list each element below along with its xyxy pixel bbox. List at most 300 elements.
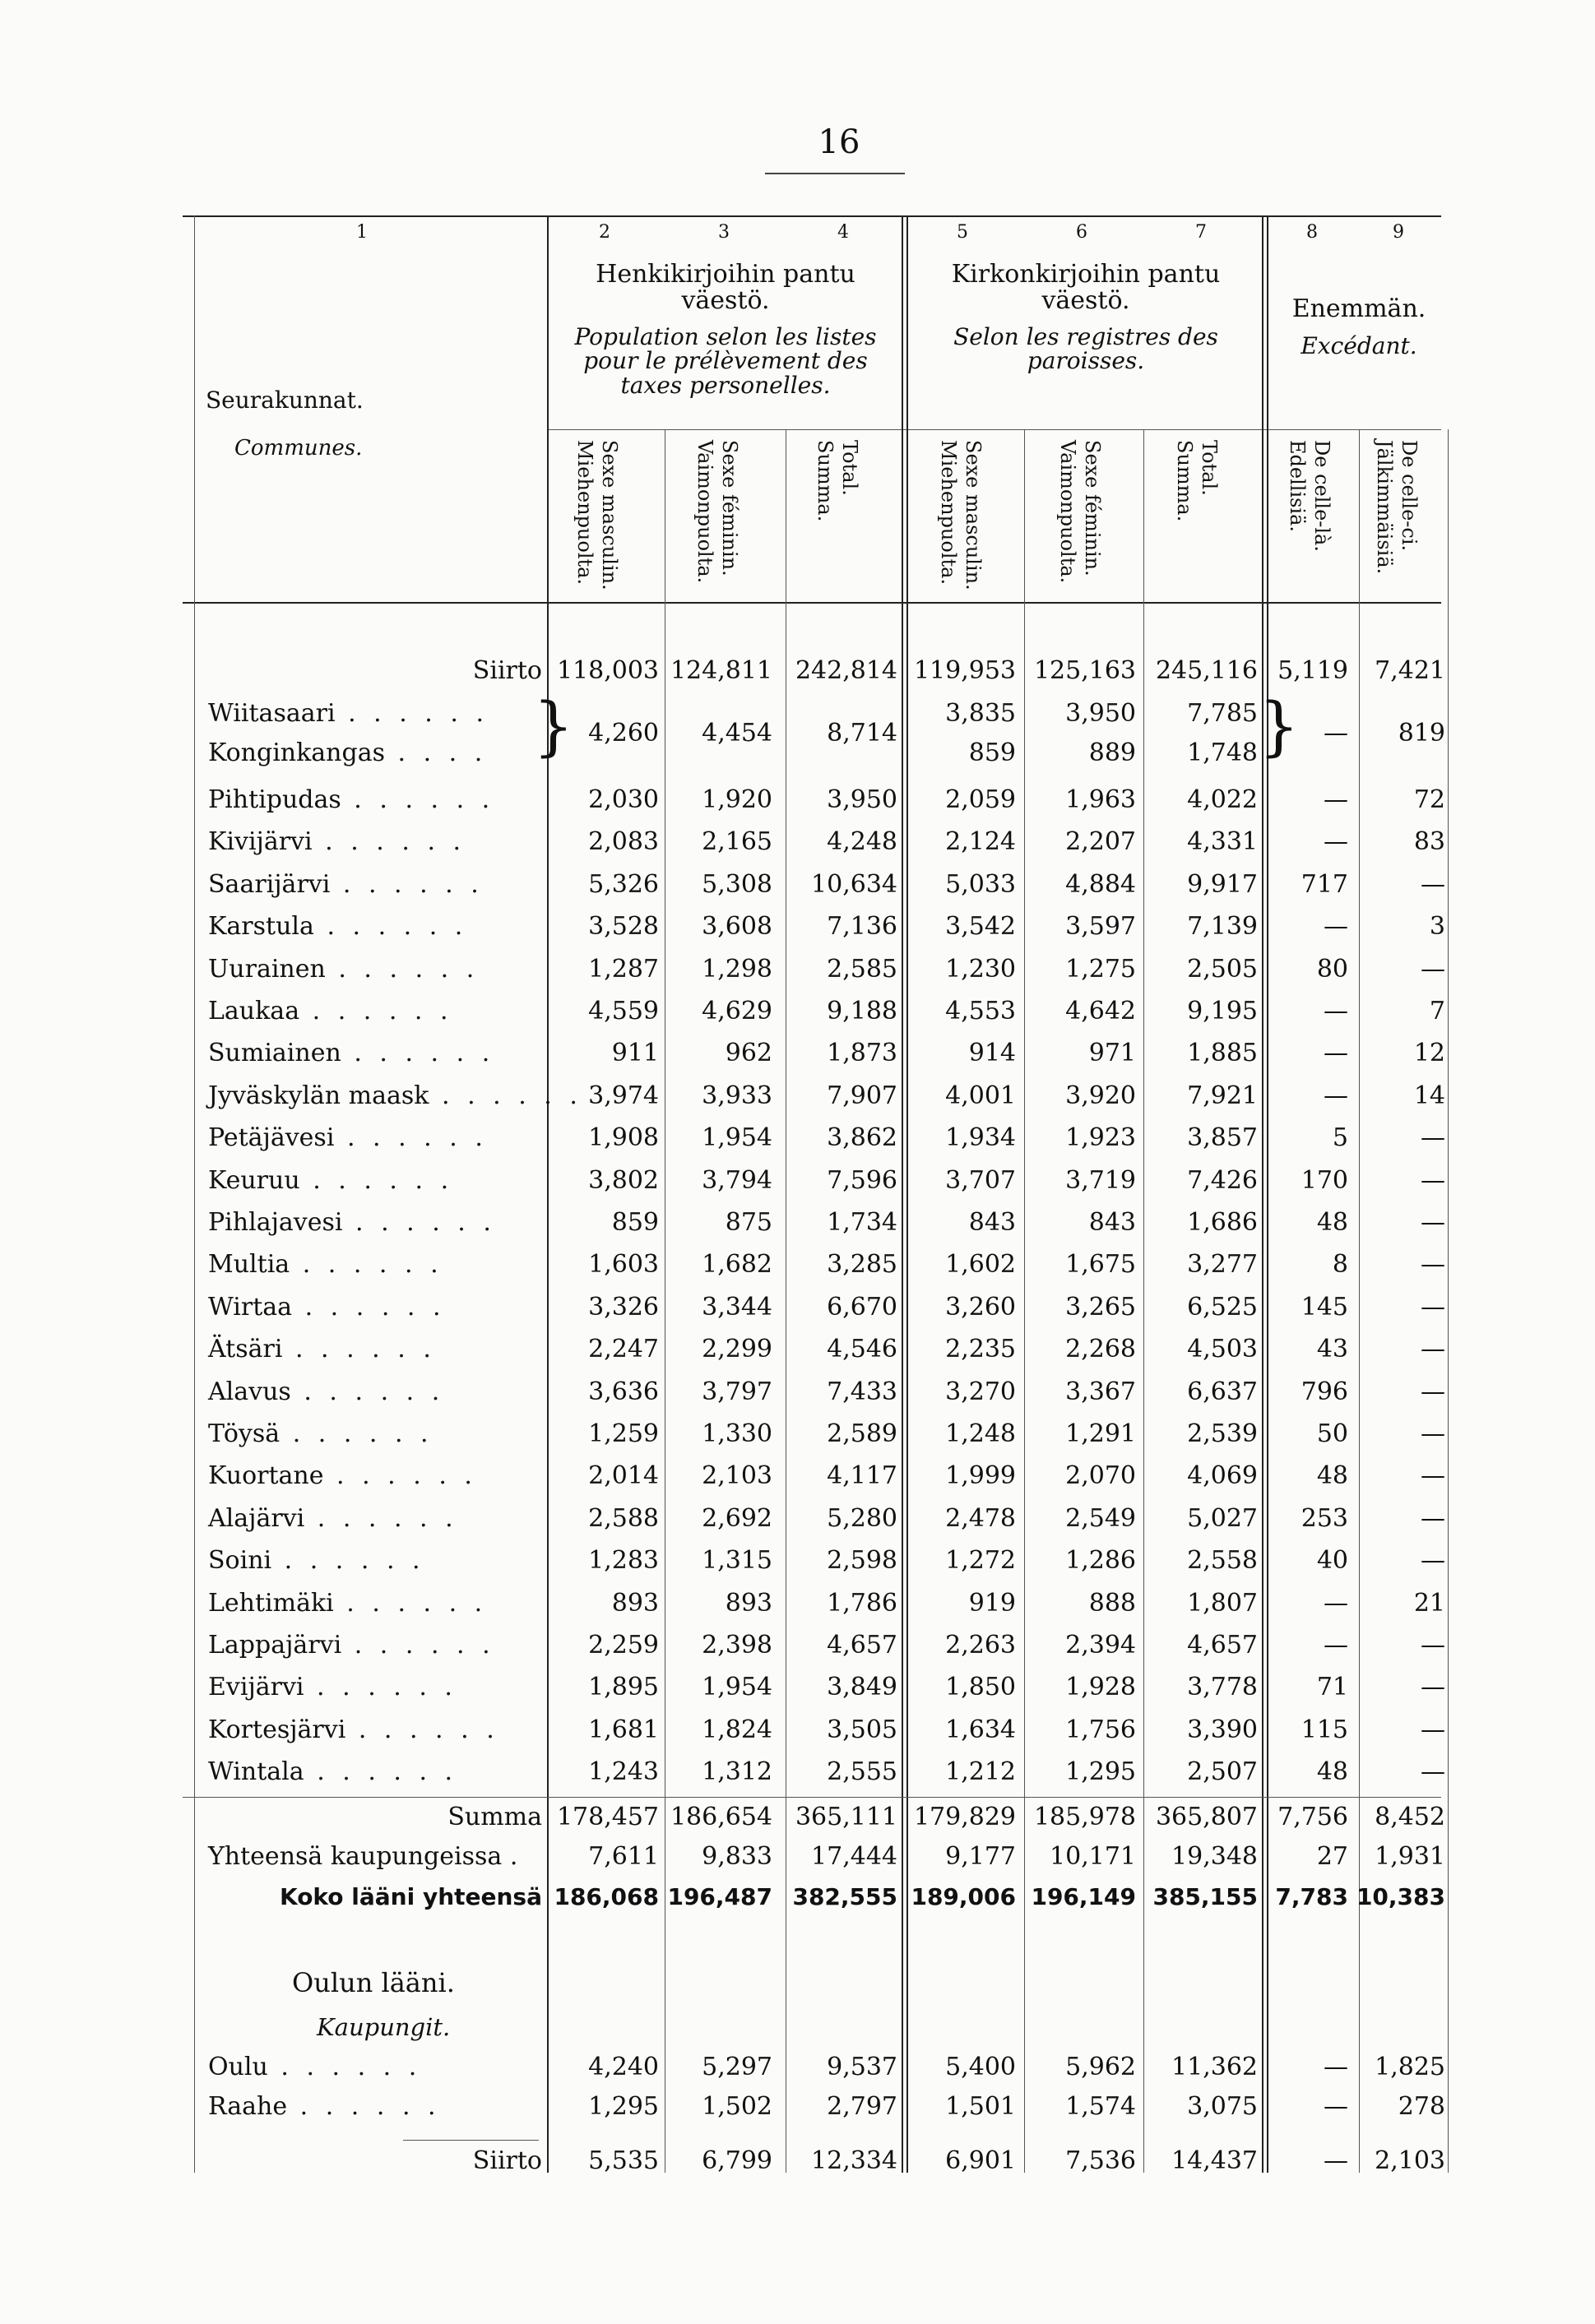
stub-header-fi: Seurakunnat.	[206, 387, 364, 414]
row-label	[208, 2053, 421, 2081]
cell: 1,824	[702, 1715, 772, 1744]
cell: 3,636	[588, 1377, 659, 1406]
cell: 2,070	[1065, 1461, 1136, 1491]
cell: 3,950	[827, 785, 897, 814]
cell: 2,030	[588, 785, 659, 814]
cell: 118,003	[556, 656, 659, 685]
commune-name: Karstula	[208, 912, 314, 942]
cell: 1,243	[588, 1757, 659, 1787]
cell: —	[1324, 2053, 1348, 2081]
cell: 1,681	[588, 1715, 659, 1744]
group-title-fr: Population selon les listes pour le prélèvement des taxes personelles.	[574, 323, 877, 399]
subheader-fi: Edellisiä.	[1286, 440, 1309, 533]
cell: 919	[968, 1588, 1016, 1618]
commune-name: Soini	[208, 1546, 272, 1576]
section-subtitle: Kaupungit.	[317, 2013, 451, 2041]
table-row	[0, 1673, 1595, 1712]
cell: 125,163	[1033, 656, 1136, 685]
cell: 4,553	[945, 997, 1016, 1025]
leader-dots: . . . . . .	[292, 1292, 446, 1322]
row-label	[208, 1081, 582, 1110]
brace-left: }	[533, 690, 574, 764]
cell: —	[1324, 1588, 1348, 1618]
cell: 9,917	[1187, 869, 1258, 899]
cell: 3,933	[702, 1081, 772, 1110]
row-label	[208, 785, 494, 814]
cell: 115	[1301, 1715, 1348, 1744]
row-label	[208, 1335, 436, 1363]
cell: 3,344	[702, 1292, 772, 1322]
cell: 4,117	[827, 1461, 897, 1491]
cell: 4,884	[1065, 869, 1136, 899]
row-label	[208, 955, 479, 984]
col-number: 6	[1076, 222, 1087, 243]
commune-name: Kortesjärvi	[208, 1715, 346, 1744]
cell: 914	[968, 1039, 1016, 1068]
cell: 6,637	[1187, 1377, 1258, 1406]
cell: 2,124	[945, 827, 1016, 857]
cell: 1,248	[945, 1419, 1016, 1448]
subheader-col4	[813, 440, 862, 600]
cell: 10,383	[1356, 1883, 1445, 1910]
row-label	[208, 1715, 499, 1744]
commune-name: Kuortane	[208, 1461, 324, 1491]
cell: 4,546	[827, 1335, 897, 1364]
cell: 2,558	[1187, 1546, 1258, 1576]
cell: 382,555	[792, 1883, 897, 1910]
commune-name: Töysä	[208, 1419, 281, 1448]
cell: —	[1324, 2146, 1348, 2175]
subheader-fr: Total.	[1198, 440, 1221, 496]
cell: 8	[1332, 1250, 1348, 1280]
cell: 2,268	[1065, 1335, 1136, 1364]
subheader-fi: Vaimonpuolta.	[693, 440, 716, 584]
cell: 888	[1088, 1588, 1136, 1618]
subheader-fi: Summa.	[814, 440, 837, 522]
cell: 186,068	[554, 1883, 659, 1910]
cell: 5	[1332, 1123, 1348, 1153]
leader-dots: . . . . . .	[304, 1757, 458, 1787]
cell: 2,507	[1187, 1757, 1258, 1787]
commune-name: Lappajärvi	[208, 1631, 342, 1660]
cell: 10,171	[1050, 1842, 1136, 1871]
cell: —	[1421, 869, 1445, 899]
cell: 6,525	[1187, 1292, 1258, 1322]
cell: 4,240	[588, 2053, 659, 2081]
table-row	[0, 1504, 1595, 1544]
cell: 1,734	[827, 1208, 897, 1237]
cell: 3,265	[1065, 1292, 1136, 1322]
cell: 1,298	[702, 954, 772, 984]
cell: 893	[611, 1588, 659, 1618]
table-row	[0, 1546, 1595, 1586]
cell: 1,502	[702, 2092, 772, 2121]
leader-dots: . . . . . .	[341, 1039, 495, 1068]
cell: 7,426	[1187, 1165, 1258, 1195]
cell: 2,598	[827, 1546, 897, 1576]
cell: 859	[968, 738, 1016, 767]
cell: 1,807	[1187, 1588, 1258, 1618]
leader-dots: . . . . . .	[335, 699, 489, 728]
row-label: Yhteensä kaupungeissa .	[208, 1842, 518, 1871]
commune-name: Sumiainen	[208, 1039, 341, 1068]
cell: 7,756	[1277, 1803, 1348, 1831]
cell: 5,326	[588, 869, 659, 899]
cell: 4,657	[1187, 1631, 1258, 1660]
cell: 1,501	[945, 2092, 1016, 2121]
cell: 3,950	[1065, 699, 1136, 728]
cell: 12,334	[811, 2146, 897, 2175]
cell: 1,602	[945, 1250, 1016, 1280]
cell: 796	[1301, 1377, 1348, 1406]
table-top-rule	[183, 215, 1441, 217]
subheader-fr: De celle-là.	[1310, 440, 1333, 552]
cell: 1,330	[702, 1419, 772, 1448]
cell: 1,908	[588, 1123, 659, 1153]
cell: —	[1421, 1419, 1445, 1448]
cell: —	[1324, 2092, 1348, 2121]
cell: —	[1324, 785, 1348, 814]
row-label	[208, 1250, 443, 1279]
table-row	[0, 2053, 1595, 2092]
group-header-enemman	[1270, 296, 1448, 358]
cell: 889	[1088, 738, 1136, 767]
commune-name: Oulu	[208, 2053, 268, 2081]
table-row	[0, 1250, 1595, 1289]
cell: 5,027	[1187, 1503, 1258, 1533]
cell: 3,778	[1187, 1673, 1258, 1702]
cell: 7	[1429, 997, 1445, 1025]
brace-right: }	[1259, 690, 1300, 764]
row-label	[208, 1631, 495, 1660]
leader-dots: . . . . . .	[334, 1123, 488, 1153]
commune-name: Raahe	[208, 2092, 288, 2121]
leader-dots: . . . . . .	[299, 1165, 454, 1195]
cell: 2,539	[1187, 1419, 1258, 1448]
cell: 3,707	[945, 1165, 1016, 1195]
cell: 178,457	[556, 1803, 659, 1831]
row-label	[208, 997, 453, 1025]
cell: 365,807	[1155, 1803, 1258, 1831]
cell: 1,272	[945, 1546, 1016, 1576]
cell: 4,248	[827, 827, 897, 857]
commune-name: Wirtaa	[208, 1292, 293, 1322]
cell: 48	[1316, 1757, 1348, 1787]
cell: —	[1324, 1039, 1348, 1068]
cell: 5,119	[1277, 656, 1348, 685]
cell: 72	[1413, 785, 1445, 814]
cell: —	[1421, 1377, 1445, 1406]
subheader-fr: Sexe féminin.	[718, 440, 741, 576]
cell: 4,454	[702, 719, 772, 748]
cell: 1,931	[1375, 1842, 1445, 1871]
cell: 4,642	[1065, 997, 1136, 1025]
subheader-fi: Miehenpuolta.	[573, 440, 596, 586]
table-row-siirto	[0, 656, 1595, 696]
cell: 14,437	[1171, 2146, 1258, 2175]
cell: 365,111	[795, 1803, 897, 1831]
cell: 1,825	[1375, 2053, 1445, 2081]
row-label: Koko lääni yhteensä	[279, 1883, 542, 1910]
cell: —	[1421, 1123, 1445, 1153]
col-number: 4	[837, 222, 849, 243]
cell: 48	[1316, 1461, 1348, 1491]
commune-name: Lehtimäki	[208, 1588, 334, 1618]
cell: 1,286	[1065, 1546, 1136, 1576]
commune-name: Kivijärvi	[208, 827, 313, 857]
cell: 1,682	[702, 1250, 772, 1280]
leader-dots: . . . . . .	[267, 2053, 422, 2081]
cell: 5,308	[702, 869, 772, 899]
cell: 3,542	[945, 912, 1016, 942]
commune-name: Alavus	[208, 1377, 291, 1406]
commune-name: Keuruu	[208, 1165, 300, 1195]
cell: 1,686	[1187, 1208, 1258, 1237]
cell: 3	[1429, 912, 1445, 942]
table-row	[0, 870, 1595, 910]
group-title-fr: Selon les registres des paroisses.	[953, 323, 1218, 375]
commune-name: Jyväskylän maask	[208, 1081, 429, 1110]
cell: 1,295	[588, 2092, 659, 2121]
cell: —	[1421, 1503, 1445, 1533]
cell: 11,362	[1171, 2053, 1258, 2081]
cell: 245,116	[1155, 656, 1258, 685]
cell: 1,230	[945, 954, 1016, 984]
table-row	[0, 785, 1595, 825]
cell: 2,478	[945, 1503, 1016, 1533]
cell: 2,103	[1375, 2146, 1445, 2175]
cell: 5,400	[945, 2053, 1016, 2081]
leader-dots: . . . . . .	[330, 869, 484, 899]
row-label	[208, 1166, 453, 1195]
cell: 1,934	[945, 1123, 1016, 1153]
subheader-fi: Miehenpuolta.	[937, 440, 960, 586]
cell: 819	[1398, 719, 1445, 748]
cell: 1,603	[588, 1250, 659, 1280]
cell: 3,285	[827, 1250, 897, 1280]
cell: 7,785	[1187, 699, 1258, 728]
col-number: 5	[957, 222, 968, 243]
row-label: Siirto	[472, 656, 542, 685]
cell: 83	[1413, 827, 1445, 857]
row-label	[208, 912, 467, 941]
leader-dots: . . . . . .	[287, 2092, 441, 2121]
cell: 2,263	[945, 1631, 1016, 1660]
cell: 5,297	[702, 2053, 772, 2081]
cell: 5,535	[588, 2146, 659, 2175]
siirto-rule	[403, 2140, 539, 2141]
commune-name: Pihtipudas	[208, 785, 341, 814]
cell: 1,920	[702, 785, 772, 814]
cell: 1,259	[588, 1419, 659, 1448]
leader-dots: . . . . . .	[341, 1631, 495, 1660]
cell: 119,953	[913, 656, 1016, 685]
row-label	[208, 1589, 487, 1618]
cell: 196,487	[667, 1883, 772, 1910]
cell: 1,574	[1065, 2092, 1136, 2121]
cell: 1,928	[1065, 1673, 1136, 1702]
cell: 1,963	[1065, 785, 1136, 814]
cell: 19,348	[1171, 1842, 1258, 1871]
cell: —	[1324, 997, 1348, 1025]
cell: 27	[1316, 1842, 1348, 1871]
cell: 5,280	[827, 1503, 897, 1533]
table-row	[0, 1419, 1595, 1459]
table-row	[0, 1461, 1595, 1501]
table-row	[0, 955, 1595, 994]
col-number: 7	[1195, 222, 1207, 243]
cell: 9,188	[827, 997, 897, 1025]
table-row	[0, 1081, 1595, 1121]
cell: 2,585	[827, 954, 897, 984]
cell: 3,835	[945, 699, 1016, 728]
cell: 4,001	[945, 1081, 1016, 1110]
cell: —	[1324, 719, 1348, 748]
cell: 1,275	[1065, 954, 1136, 984]
cell: 2,059	[945, 785, 1016, 814]
leader-dots: . . . . . .	[299, 997, 453, 1025]
cell: —	[1421, 1673, 1445, 1702]
cell: —	[1421, 1715, 1445, 1744]
commune-name: Laukaa	[208, 997, 300, 1025]
cell: 1,999	[945, 1461, 1016, 1491]
cell: 7,139	[1187, 912, 1258, 942]
row-label	[208, 1757, 457, 1786]
table-row	[0, 997, 1595, 1036]
cell: 43	[1316, 1335, 1348, 1364]
cell: 1,295	[1065, 1757, 1136, 1787]
commune-name: Alajärvi	[208, 1503, 305, 1533]
group-title-fi: Kirkonkirjoihin pantu väestö.	[951, 260, 1221, 315]
cell: 3,849	[827, 1673, 897, 1702]
cell: 875	[725, 1208, 772, 1237]
col-number: 3	[718, 222, 730, 243]
group-title-fi: Henkikirjoihin pantu väestö.	[596, 260, 855, 315]
commune-name: Saarijärvi	[208, 869, 331, 899]
cell: 2,797	[827, 2092, 897, 2121]
leader-dots: . . . . . .	[325, 954, 480, 984]
table-row	[0, 1377, 1595, 1417]
cell: 2,588	[588, 1503, 659, 1533]
subheader-col7	[1172, 440, 1222, 600]
subheader-col5	[936, 440, 985, 600]
cell: 50	[1316, 1419, 1348, 1448]
table-row	[0, 1166, 1595, 1206]
row-label: Siirto	[472, 2146, 542, 2175]
table-row	[0, 912, 1595, 951]
table-row-koko-laani	[0, 1883, 1595, 1923]
cell: 3,857	[1187, 1123, 1258, 1153]
table-row	[0, 1757, 1595, 1797]
cell: 21	[1413, 1588, 1445, 1618]
subheader-fi: Summa.	[1173, 440, 1196, 522]
cell: 7,611	[588, 1842, 659, 1871]
cell: 7,596	[827, 1165, 897, 1195]
row-label	[208, 1123, 488, 1152]
cell: 2,555	[827, 1757, 897, 1787]
group-title-fr: Excédant.	[1301, 331, 1417, 359]
cell: 5,962	[1065, 2053, 1136, 2081]
cell: 1,634	[945, 1715, 1016, 1744]
col-number: 8	[1306, 222, 1318, 243]
commune-name: Wiitasaari	[208, 699, 336, 728]
group-header-kirkonkirjoihin	[911, 262, 1260, 373]
cell: 4,260	[588, 719, 659, 748]
table-row	[0, 1123, 1595, 1163]
cell: 911	[611, 1039, 659, 1068]
cell: 6,670	[827, 1292, 897, 1322]
cell: 1,923	[1065, 1123, 1136, 1153]
cell: 2,692	[702, 1503, 772, 1533]
cell: 71	[1316, 1673, 1348, 1702]
cell: 145	[1301, 1292, 1348, 1322]
leader-dots: . . . . . .	[282, 1335, 436, 1364]
row-label	[208, 1208, 496, 1237]
row-label	[208, 1546, 425, 1575]
cell: 6,799	[702, 2146, 772, 2175]
cell: 278	[1398, 2092, 1445, 2121]
cell: 3,270	[945, 1377, 1016, 1406]
cell: 9,537	[827, 2053, 897, 2081]
page-number: 16	[818, 123, 860, 161]
summa-rule	[183, 1797, 1441, 1798]
cell: 3,277	[1187, 1250, 1258, 1280]
cell: 9,195	[1187, 997, 1258, 1025]
cell: 1,873	[827, 1039, 897, 1068]
cell: 17,444	[811, 1842, 897, 1871]
cell: 971	[1088, 1039, 1136, 1068]
stub-header-fr: Communes.	[234, 436, 363, 461]
cell: 1,756	[1065, 1715, 1136, 1744]
row-label	[208, 1673, 457, 1701]
cell: 1,283	[588, 1546, 659, 1576]
header-bottom-rule	[183, 602, 1441, 604]
subheader-col8	[1285, 440, 1334, 600]
cell: 2,247	[588, 1335, 659, 1364]
subheader-fr: Sexe féminin.	[1081, 440, 1104, 576]
cell: —	[1421, 1208, 1445, 1237]
subheader-fr: De celle-ci.	[1398, 440, 1421, 552]
subheader-col9	[1372, 440, 1421, 600]
table-row	[0, 1631, 1595, 1670]
cell: 170	[1301, 1165, 1348, 1195]
leader-dots: . . . . . .	[345, 1715, 499, 1744]
commune-name: Ätsäri	[208, 1335, 283, 1364]
cell: 1,895	[588, 1673, 659, 1702]
leader-dots: . . . . . .	[290, 1377, 445, 1406]
cell: 185,978	[1033, 1803, 1136, 1831]
cell: —	[1324, 827, 1348, 857]
table-row	[0, 1335, 1595, 1374]
commune-name: Multia	[208, 1250, 290, 1280]
leader-dots: . . . . . .	[313, 912, 468, 942]
cell: 3,974	[588, 1081, 659, 1110]
cell: 1,850	[945, 1673, 1016, 1702]
row-label	[208, 738, 487, 767]
cell: 196,149	[1031, 1883, 1136, 1910]
leader-dots: . . . . . .	[280, 1419, 434, 1448]
leader-dots: . . . . . .	[312, 827, 466, 857]
cell: 3,719	[1065, 1165, 1136, 1195]
leader-dots: . . . . . .	[290, 1250, 443, 1280]
cell: 2,299	[702, 1335, 772, 1364]
cell: 3,862	[827, 1123, 897, 1153]
cell: 2,398	[702, 1631, 772, 1660]
cell: 2,207	[1065, 827, 1136, 857]
group-title-fi: Enemmän.	[1291, 294, 1426, 323]
cell: 48	[1316, 1208, 1348, 1237]
cell: 2,259	[588, 1631, 659, 1660]
